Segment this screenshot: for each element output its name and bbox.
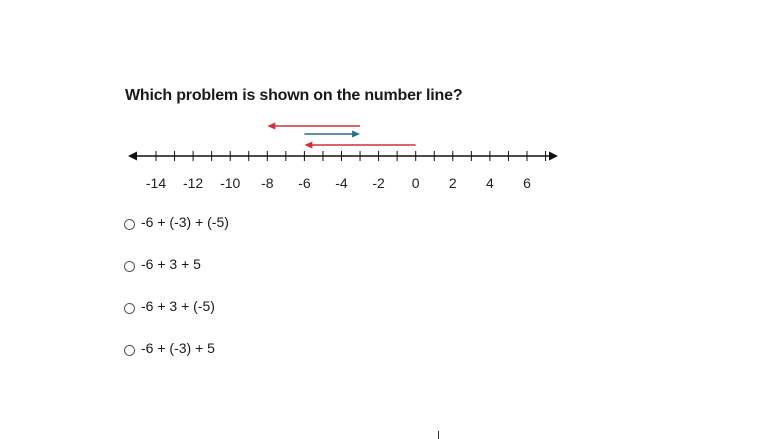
tick-label: 2	[448, 175, 457, 191]
number-line	[0, 0, 772, 200]
choice-2[interactable]	[124, 254, 229, 274]
tick-label: -4	[335, 175, 348, 191]
choice-3[interactable]	[124, 296, 229, 316]
tick-label: -10	[220, 175, 241, 191]
tick-label: -6	[298, 175, 311, 191]
tick-label: 4	[486, 175, 494, 191]
axis-arrow-left	[128, 152, 137, 161]
choice-label: -6 + 3 + 5	[141, 256, 201, 272]
move-arrow-head	[267, 123, 275, 130]
choice-4[interactable]	[124, 338, 229, 358]
move-arrow-head	[352, 131, 360, 138]
radio-button[interactable]	[124, 303, 135, 314]
radio-button[interactable]	[124, 219, 135, 230]
tick-label: -8	[261, 175, 274, 191]
choice-1[interactable]	[124, 212, 229, 232]
tick-label: -12	[182, 175, 204, 191]
tick-label: 6	[523, 175, 531, 191]
tick-label: 0	[411, 175, 420, 191]
move-arrow-head	[304, 142, 312, 149]
choice-label: -6 + (-3) + (-5)	[141, 214, 229, 230]
tick-label: -14	[145, 175, 167, 191]
radio-button[interactable]	[124, 345, 135, 356]
choice-label: -6 + 3 + (-5)	[141, 298, 215, 314]
answer-choices	[124, 212, 229, 380]
radio-button[interactable]	[124, 261, 135, 272]
axis-arrow-right	[549, 152, 558, 161]
question-text: Which problem is shown on the number line?	[125, 87, 463, 104]
choice-label: -6 + (-3) + 5	[141, 340, 215, 356]
tick-label: -2	[372, 175, 385, 191]
text-cursor	[438, 431, 439, 439]
